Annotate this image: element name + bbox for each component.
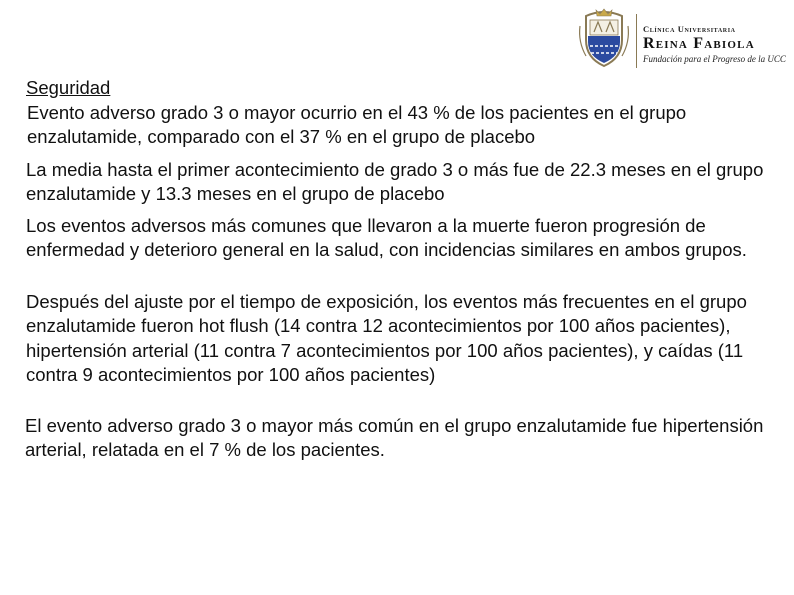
logo-line-3: Fundación para el Progreso de la UCC bbox=[643, 54, 786, 64]
slide-heading: Seguridad bbox=[26, 77, 111, 98]
logo-text bbox=[643, 24, 786, 64]
paragraph-1: Evento adverso grado 3 o mayor ocurrio en el 43 % de los pacientes en el grupo enzalutamide, comparado con el 37 % en el grupo de placebo bbox=[27, 101, 687, 147]
logo-line-1: Clínica Universitaria bbox=[643, 24, 736, 34]
paragraph-2: La media hasta el primer acontecimiento de grado 3 o más fue de 22.3 meses en el grupo enzalutamide y 13.3 meses en el grupo de placebo bbox=[26, 158, 764, 204]
paragraph-5: El evento adverso grado 3 o mayor más común en el grupo enzalutamide fue hipertensión arterial, relatada en el 7 % de los pacientes. bbox=[25, 414, 764, 460]
paragraph-4: Después del ajuste por el tiempo de exposición, los eventos más frecuentes en el grupo enzalutamide fueron hot flush (14 contra 12 acontecimientos por 100 años pacientes), hipertensión arterial (11 contra 7 acontecimientos por 100 años pacientes), y caídas (11 contra 9 acontecimientos por 100 años pacientes) bbox=[26, 290, 747, 385]
logo-divider bbox=[636, 14, 637, 68]
shield-crest-icon bbox=[576, 6, 632, 70]
paragraph-3: Los eventos adversos más comunes que llevaron a la muerte fueron progresión de enfermedad y deterioro general en la salud, con incidencias similares en ambos grupos. bbox=[26, 214, 747, 260]
logo-line-2: Reina Fabiola bbox=[643, 35, 755, 52]
clinic-logo bbox=[576, 6, 788, 72]
slide-content bbox=[24, 76, 764, 463]
